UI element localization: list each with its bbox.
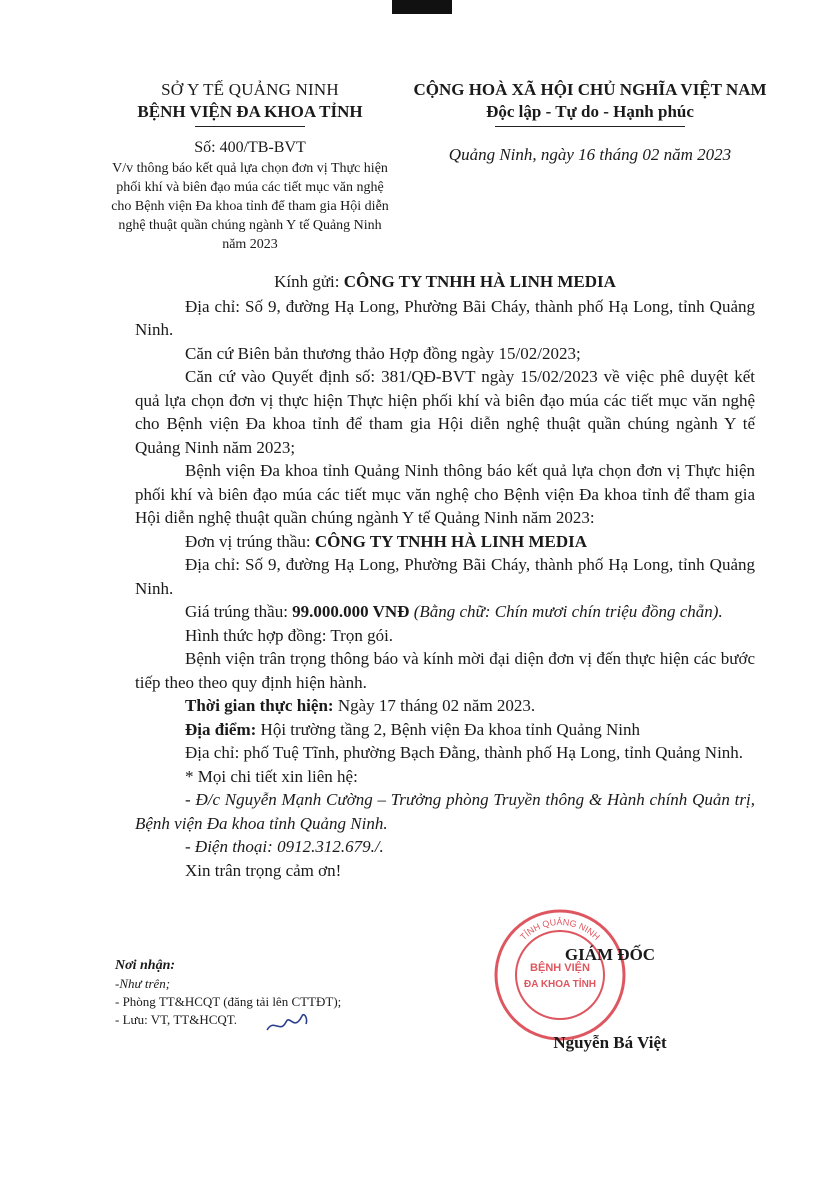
national-motto: Độc lập - Tự do - Hạnh phúc — [486, 102, 694, 121]
contact-phone: - Điện thoại: 0912.312.679./. — [185, 837, 384, 856]
venue-address: Địa chỉ: phố Tuệ Tĩnh, phường Bạch Đằng, thành phố Hạ Long, tỉnh Quảng Ninh. — [185, 743, 744, 762]
winner-label: Đơn vị trúng thầu: — [185, 531, 315, 551]
seal-line-1: BỆNH VIỆN — [530, 962, 590, 974]
signature-block — [490, 945, 690, 1053]
place-date: Quảng Ninh, ngày 16 tháng 02 năm 2023 — [448, 145, 732, 164]
announcement: Bệnh viện Đa khoa tỉnh Quảng Ninh thông báo kết quả lựa chọn đơn vị Thực hiện phối khí và biên đạo múa các tiết mục văn nghệ cho Bệnh viện Đa khoa tỉnh để tham gia Hội diễn nghệ thuật quần chúng ngành Y tế Quảng Ninh năm 2023: — [135, 461, 755, 527]
salutation — [135, 270, 755, 294]
issuer-org: SỞ Y TẾ QUẢNG NINH — [161, 80, 339, 99]
venue-value: Hội trường tầng 2, Bệnh viện Đa khoa tỉnh Quảng Ninh — [260, 719, 640, 739]
winner-address: Địa chỉ: Số 9, đường Hạ Long, Phường Bãi Cháy, thành phố Hạ Long, tỉnh Quảng Ninh. — [135, 555, 755, 598]
issuer-header — [95, 80, 405, 254]
thanks: Xin trân trọng cảm ơn! — [185, 860, 342, 880]
time-label: Thời gian thực hiện: — [185, 696, 338, 715]
venue-line — [135, 718, 755, 742]
contact-intro: * Mọi chi tiết xin liên hệ: — [185, 766, 358, 786]
recipient-item: - Phòng TT&HCQT (đăng tải lên CTTĐT); — [115, 994, 342, 1009]
salutation-label: Kính gửi: — [274, 272, 344, 291]
recipient-item: -Như trên; — [115, 976, 171, 991]
recipients-title: Nơi nhận: — [115, 958, 176, 973]
header-underline — [195, 126, 305, 127]
document-number: Số: 400/TB-BVT — [194, 139, 306, 156]
salutation-company: CÔNG TY TNHH HÀ LINH MEDIA — [343, 272, 616, 291]
time-line — [135, 694, 755, 718]
signer-name: Nguyễn Bá Việt — [553, 1033, 667, 1052]
basis-minutes: Căn cứ Biên bản thương thảo Hợp đồng ngày 15/02/2023; — [185, 343, 581, 363]
signer-position: GIÁM ĐỐC — [564, 945, 656, 964]
price-words: (Bằng chữ: Chín mươi chín triệu đồng chẵn). — [409, 602, 723, 621]
price-label: Giá trúng thầu: — [185, 602, 293, 621]
contact-person: - Đ/c Nguyễn Mạnh Cường – Trưởng phòng Truyền thông & Hành chính Quản trị, Bệnh viện Đa khoa tỉnh Quảng Ninh. — [135, 790, 755, 833]
seal-line-2: ĐA KHOA TỈNH — [523, 979, 597, 990]
scan-mark — [392, 0, 452, 14]
winner-company: CÔNG TY TNHH HÀ LINH MEDIA — [314, 531, 588, 551]
time-value: Ngày 17 tháng 02 năm 2023. — [337, 696, 536, 715]
motto-underline — [495, 126, 685, 127]
recipient-item: - Lưu: VT, TT&HCQT. — [115, 1012, 237, 1027]
price-line — [135, 600, 755, 624]
national-title: CỘNG HOÀ XÃ HỘI CHỦ NGHĨA VIỆT NAM — [413, 80, 767, 99]
winner-line — [135, 530, 755, 554]
issuer-hospital: BỆNH VIỆN ĐA KHOA TỈNH — [137, 102, 363, 121]
seal-ring-text: TỈNH QUẢNG NINH — [518, 916, 602, 943]
initials-scribble — [262, 1008, 312, 1038]
national-header — [380, 80, 800, 165]
basis-decision: Căn cứ vào Quyết định số: 381/QĐ-BVT ngày 15/02/2023 về việc phê duyệt kết quả lựa chọn đơn vị thực hiện Thực hiện phối khí và biên đạo múa các tiết mục văn nghệ cho Bệnh viện Đa khoa tỉnh để tham gia Hội diễn nghệ thuật quần chúng ngành Y tế Quảng Ninh năm 2023; — [135, 367, 755, 457]
document-subject: V/v thông báo kết quả lựa chọn đơn vị Thực hiện phối khí và biên đạo múa các tiết mục văn nghệ cho Bệnh viện Đa khoa tỉnh để tham gia Hội diễn nghệ thuật quần chúng ngành Y tế Quảng Ninh năm 2023 — [111, 161, 389, 252]
recipient-address: Địa chỉ: Số 9, đường Hạ Long, Phường Bãi Cháy, thành phố Hạ Long, tỉnh Quảng Ninh. — [135, 296, 755, 339]
price-value: 99.000.000 VNĐ — [292, 602, 410, 621]
invitation: Bệnh viện trân trọng thông báo và kính mời đại diện đơn vị đến thực hiện các bước tiếp theo theo quy định hiện hành. — [135, 649, 755, 692]
venue-label: Địa điểm: — [185, 719, 261, 739]
contract-form: Hình thức hợp đồng: Trọn gói. — [185, 625, 394, 645]
document-body — [135, 270, 755, 882]
